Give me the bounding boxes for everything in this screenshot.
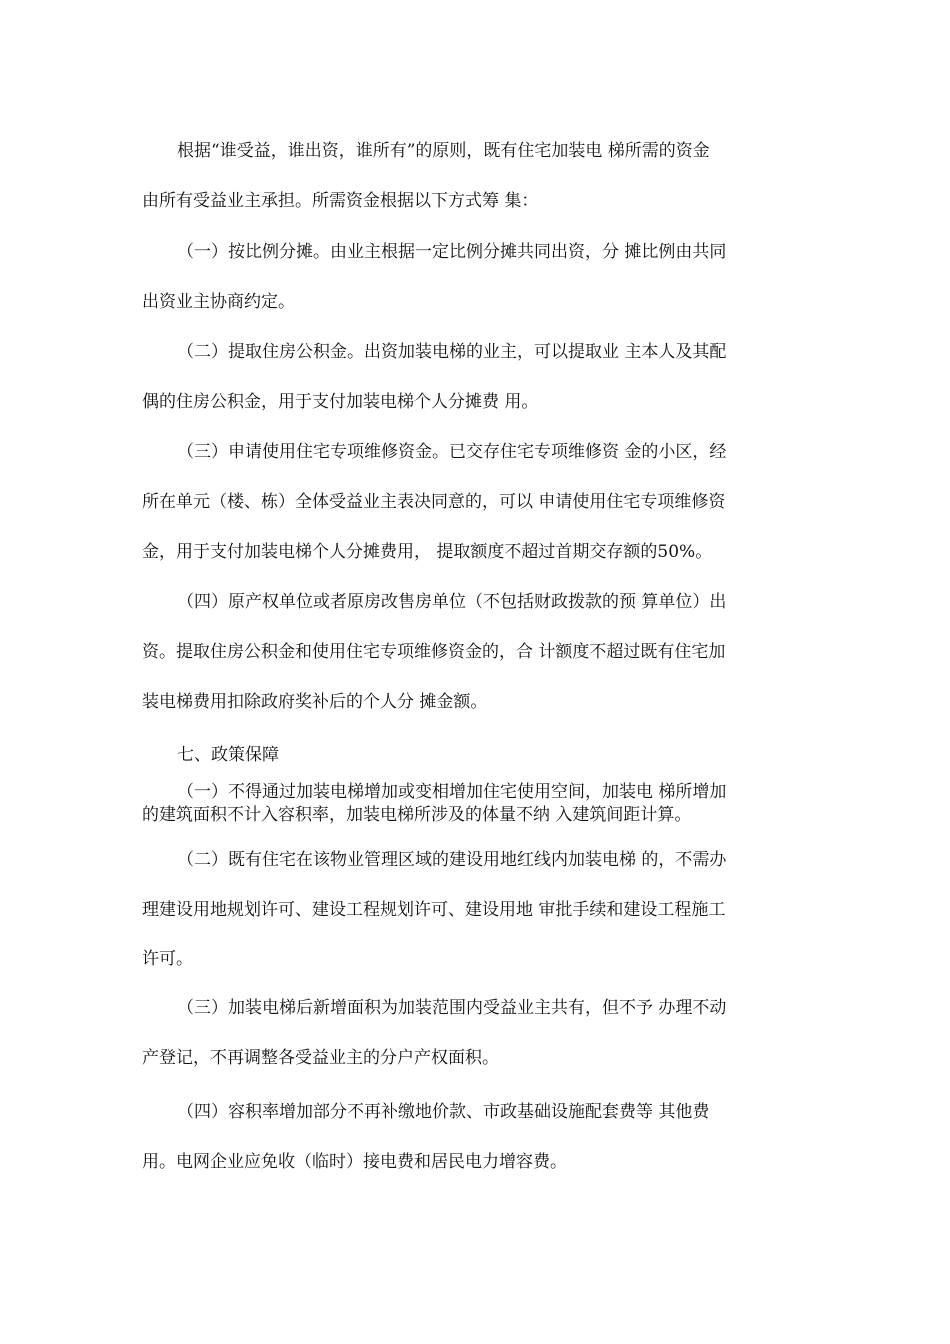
text-line-9: 金，用于支付加装电梯个人分摊费用， 提取额度不超过首期交存额的50%。	[142, 542, 713, 562]
text-line-16: （二）既有住宅在该物业管理区域的建设用地红线内加装电梯 的，不需办	[177, 850, 727, 870]
text-line-5: （二）提取住房公积金。出资加装电梯的业主，可以提取业 主本人及其配	[177, 342, 727, 362]
text-line-21: （四）容积率增加部分不再补缴地价款、市政基础设施配套费等 其他费	[177, 1102, 710, 1122]
text-line-2: 由所有受益业主承担。所需资金根据以下方式筹 集：	[142, 191, 539, 211]
section-heading: 七、政策保障	[177, 745, 279, 765]
text-line-17: 理建设用地规划许可、建设工程规划许可、建设用地 审批手续和建设工程施工	[142, 900, 726, 920]
text-line-3: （一）按比例分摊。由业主根据一定比例分摊共同出资，分 摊比例由共同	[177, 242, 727, 262]
text-line-11: 资。提取住房公积金和使用住宅专项维修资金的，合 计额度不超过既有住宅加	[142, 642, 726, 662]
text-line-6: 偶的住房公积金，用于支付加装电梯个人分摊费 用。	[142, 392, 539, 412]
text-line-19: （三）加装电梯后新增面积为加装范围内受益业主共有，但不予 办理不动	[177, 998, 727, 1018]
text-line-10: （四）原产权单位或者原房改售房单位（不包括财政拨款的预 算单位）出	[177, 592, 727, 612]
text-line-7: （三）申请使用住宅专项维修资金。已交存住宅专项维修资 金的小区，经	[177, 442, 727, 462]
text-line-8: 所在单元（楼、栋）全体受益业主表决同意的，可以 申请使用住宅专项维修资	[142, 492, 726, 512]
text-line-14: （一）不得通过加装电梯增加或变相增加住宅使用空间，加装电 梯所增加	[177, 782, 727, 802]
text-line-15: 的建筑面积不计入容积率，加装电梯所涉及的体量不纳 入建筑间距计算。	[142, 805, 692, 825]
text-line-1: 根据“谁受益，谁出资，谁所有”的原则，既有住宅加装电 梯所需的资金	[177, 141, 710, 161]
text-line-18: 许可。	[142, 949, 193, 969]
text-line-12: 装电梯费用扣除政府奖补后的个人分 摊金额。	[142, 692, 488, 712]
text-line-22: 用。电网企业应免收（临时）接电费和居民电力增容费。	[142, 1152, 567, 1172]
text-line-4: 出资业主协商约定。	[142, 292, 295, 312]
text-line-20: 产登记，不再调整各受益业主的分户产权面积。	[142, 1048, 499, 1068]
